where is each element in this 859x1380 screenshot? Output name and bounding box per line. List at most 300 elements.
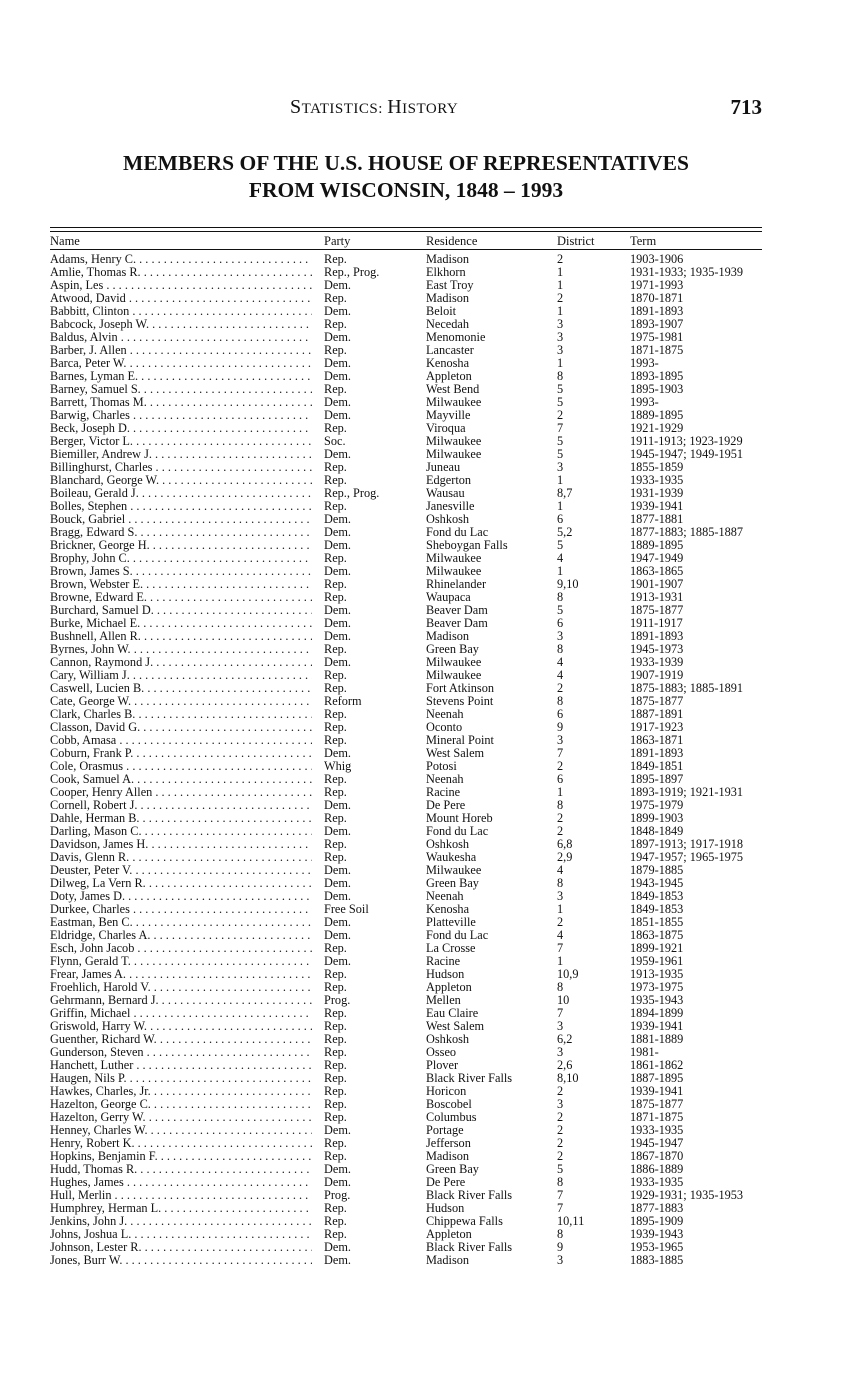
member-party: Dem. — [324, 954, 351, 968]
member-district: 7 — [557, 1006, 564, 1020]
member-term: 1877-1881 — [630, 512, 684, 526]
table-top-rule — [50, 227, 762, 232]
member-name: Cary, William J. . . . — [50, 669, 312, 682]
member-name: Beck, Joseph D. . . . — [50, 422, 312, 435]
member-party: Rep. — [324, 733, 347, 747]
member-name: Barnes, Lyman E. . . . — [50, 370, 312, 383]
member-residence: Neenah — [426, 772, 464, 786]
member-district: 3 — [557, 1045, 564, 1059]
table-header-rule — [50, 249, 762, 250]
member-party: Rep. — [324, 252, 347, 266]
member-name: Berger, Victor L. . . . — [50, 435, 312, 448]
member-residence: East Troy — [426, 278, 474, 292]
member-district: 2 — [557, 1123, 564, 1137]
member-district: 1 — [557, 954, 564, 968]
member-district: 2 — [557, 915, 564, 929]
member-term: 1911-1917 — [630, 616, 683, 630]
member-district: 6,2 — [557, 1032, 573, 1046]
member-district: 6 — [557, 772, 564, 786]
member-district: 8 — [557, 1227, 564, 1241]
member-term: 1943-1945 — [630, 876, 684, 890]
member-name: Hughes, James . . . — [50, 1176, 312, 1189]
member-district: 4 — [557, 863, 564, 877]
member-party: Rep. — [324, 1136, 347, 1150]
member-residence: Janesville — [426, 499, 475, 513]
member-name: Atwood, David . . . — [50, 292, 312, 305]
member-residence: Mineral Point — [426, 733, 494, 747]
member-residence: Eau Claire — [426, 1006, 479, 1020]
member-residence: Milwaukee — [426, 668, 482, 682]
member-district: 7 — [557, 1188, 564, 1202]
member-party: Rep. — [324, 668, 347, 682]
member-district: 1 — [557, 356, 564, 370]
member-party: Dem. — [324, 863, 351, 877]
member-party: Rep. — [324, 980, 347, 994]
member-term: 1870-1871 — [630, 291, 684, 305]
member-residence: Kenosha — [426, 902, 470, 916]
member-party: Dem. — [324, 538, 351, 552]
member-term: 1895-1903 — [630, 382, 684, 396]
member-party: Rep. — [324, 837, 347, 851]
member-district: 2 — [557, 759, 564, 773]
member-name: Barrett, Thomas M. . . . — [50, 396, 312, 409]
member-term: 1981- — [630, 1045, 659, 1059]
member-party: Rep. — [324, 291, 347, 305]
member-name: Hawkes, Charles, Jr. . . . — [50, 1085, 312, 1098]
member-residence: Boscobel — [426, 1097, 472, 1111]
member-term: 1899-1921 — [630, 941, 684, 955]
member-name: Clark, Charles B. . . . — [50, 708, 312, 721]
member-residence: Milwaukee — [426, 447, 482, 461]
member-term: 1879-1885 — [630, 863, 684, 877]
member-term: 1893-1907 — [630, 317, 684, 331]
member-name: Gehrmann, Bernard J. . . . — [50, 994, 312, 1007]
member-name: Bushnell, Allen R. . . . — [50, 630, 312, 643]
member-district: 2 — [557, 291, 564, 305]
member-term: 1959-1961 — [630, 954, 684, 968]
member-party: Dem. — [324, 395, 351, 409]
member-term: 1871-1875 — [630, 1110, 684, 1124]
member-name: Bouck, Gabriel . . . — [50, 513, 312, 526]
member-district: 5 — [557, 1162, 564, 1176]
member-term: 1851-1855 — [630, 915, 684, 929]
member-residence: Necedah — [426, 317, 470, 331]
member-name: Burchard, Samuel D. . . . — [50, 604, 312, 617]
member-residence: Milwaukee — [426, 551, 482, 565]
member-name: Brown, Webster E. . . . — [50, 578, 312, 591]
member-party: Dem. — [324, 369, 351, 383]
member-name: Dilweg, La Vern R. . . . — [50, 877, 312, 890]
member-name: Cate, George W. . . . — [50, 695, 312, 708]
member-term: 1887-1891 — [630, 707, 684, 721]
member-residence: Hudson — [426, 967, 465, 981]
member-district: 3 — [557, 1019, 564, 1033]
member-district: 7 — [557, 746, 564, 760]
member-residence: Sheboygan Falls — [426, 538, 508, 552]
member-residence: Horicon — [426, 1084, 467, 1098]
member-term: 1929-1931; 1935-1953 — [630, 1188, 744, 1202]
member-party: Dem. — [324, 824, 351, 838]
member-district: 1 — [557, 473, 564, 487]
member-term: 1894-1899 — [630, 1006, 684, 1020]
member-district: 6 — [557, 707, 564, 721]
member-district: 2 — [557, 824, 564, 838]
member-district: 10,11 — [557, 1214, 585, 1228]
member-party: Whig — [324, 759, 352, 773]
member-name: Aspin, Les . . . — [50, 279, 312, 292]
member-district: 2 — [557, 1136, 564, 1150]
member-residence: Black River Falls — [426, 1188, 513, 1202]
member-residence: Oshkosh — [426, 512, 470, 526]
member-name: Davidson, James H. . . . — [50, 838, 312, 851]
member-district: 10,9 — [557, 967, 579, 981]
page-title-line-2: FROM WISCONSIN, 1848 – 1993 — [248, 178, 564, 202]
member-district: 8 — [557, 876, 564, 890]
member-name: Deuster, Peter V. . . . — [50, 864, 312, 877]
member-residence: Mellen — [426, 993, 461, 1007]
member-term: 1947-1949 — [630, 551, 684, 565]
member-residence: Osseo — [426, 1045, 457, 1059]
member-residence: Fond du Lac — [426, 525, 489, 539]
member-party: Rep. — [324, 1058, 347, 1072]
member-district: 5 — [557, 382, 564, 396]
member-term: 1899-1903 — [630, 811, 684, 825]
member-name: Henney, Charles W. . . . — [50, 1124, 312, 1137]
member-district: 3 — [557, 343, 564, 357]
member-party: Dem. — [324, 304, 351, 318]
member-term: 1875-1883; 1885-1891 — [630, 681, 744, 695]
member-party: Rep. — [324, 577, 347, 591]
member-term: 1895-1909 — [630, 1214, 684, 1228]
page-number: 713 — [730, 95, 762, 119]
member-name: Hopkins, Benjamin F. . . . — [50, 1150, 312, 1163]
member-term: 1933-1935 — [630, 473, 684, 487]
member-residence: Beaver Dam — [426, 603, 488, 617]
member-district: 8 — [557, 694, 564, 708]
member-term: 1886-1889 — [630, 1162, 684, 1176]
running-head-rest-1: TATISTICS: — [301, 101, 388, 117]
member-name: Caswell, Lucien B. . . . — [50, 682, 312, 695]
member-district: 1 — [557, 265, 564, 279]
member-residence: Stevens Point — [426, 694, 494, 708]
member-party: Rep. — [324, 1006, 347, 1020]
member-name: Durkee, Charles . . . — [50, 903, 312, 916]
member-name: Cannon, Raymond J. . . . — [50, 656, 312, 669]
member-residence: Viroqua — [426, 421, 466, 435]
member-district: 2,6 — [557, 1058, 573, 1072]
member-term: 1931-1939 — [630, 486, 684, 500]
member-name: Babbitt, Clinton . . . — [50, 305, 312, 318]
member-party: Dem. — [324, 876, 351, 890]
member-name: Bolles, Stephen . . . — [50, 500, 312, 513]
member-name: Humphrey, Herman L. . . . — [50, 1202, 312, 1215]
member-name: Byrnes, John W. . . . — [50, 643, 312, 656]
member-term: 1863-1875 — [630, 928, 684, 942]
member-term: 1933-1935 — [630, 1123, 684, 1137]
member-party: Dem. — [324, 1240, 351, 1254]
member-residence: Black River Falls — [426, 1240, 513, 1254]
member-name: Billinghurst, Charles . . . — [50, 461, 312, 474]
member-term: 1945-1947 — [630, 1136, 684, 1150]
member-party: Rep. — [324, 811, 347, 825]
member-party: Rep. — [324, 642, 347, 656]
member-name: Adams, Henry C. . . . — [50, 253, 312, 266]
member-district: 5 — [557, 447, 564, 461]
member-district: 3 — [557, 629, 564, 643]
member-name: Blanchard, George W. . . . — [50, 474, 312, 487]
member-term: 1907-1919 — [630, 668, 684, 682]
member-party: Rep., Prog. — [324, 265, 380, 279]
member-term: 1945-1973 — [630, 642, 684, 656]
member-name: Griswold, Harry W. . . . — [50, 1020, 312, 1033]
member-party: Dem. — [324, 1162, 351, 1176]
member-term: 1887-1895 — [630, 1071, 684, 1085]
member-party: Rep. — [324, 460, 347, 474]
member-term: 1875-1877 — [630, 603, 684, 617]
member-term: 1891-1893 — [630, 746, 684, 760]
member-name: Guenther, Richard W. . . . — [50, 1033, 312, 1046]
member-party: Dem. — [324, 1253, 351, 1267]
member-residence: Madison — [426, 1253, 470, 1267]
member-residence: Appleton — [426, 980, 472, 994]
member-party: Rep. — [324, 421, 347, 435]
member-district: 9 — [557, 1240, 564, 1254]
member-name: Dahle, Herman B. . . . — [50, 812, 312, 825]
member-term: 1993- — [630, 356, 659, 370]
member-term: 1891-1893 — [630, 629, 684, 643]
member-residence: Fond du Lac — [426, 824, 489, 838]
member-term: 1939-1941 — [630, 1084, 684, 1098]
member-name: Barca, Peter W. . . . — [50, 357, 312, 370]
column-header-party: Party — [324, 234, 351, 248]
member-party: Prog. — [324, 1188, 351, 1202]
member-district: 3 — [557, 733, 564, 747]
member-district: 2,9 — [557, 850, 573, 864]
member-party: Rep. — [324, 785, 347, 799]
member-term: 1971-1993 — [630, 278, 684, 292]
member-name: Jones, Burr W. . . . — [50, 1254, 312, 1267]
member-name: Johns, Joshua L. . . . — [50, 1228, 312, 1241]
member-residence: Wausau — [426, 486, 465, 500]
member-district: 2 — [557, 811, 564, 825]
member-term: 1935-1943 — [630, 993, 684, 1007]
member-district: 2 — [557, 252, 564, 266]
member-residence: Menomonie — [426, 330, 486, 344]
member-party: Rep. — [324, 473, 347, 487]
member-name: Jenkins, John J. . . . — [50, 1215, 312, 1228]
member-party: Rep. — [324, 967, 347, 981]
member-residence: Juneau — [426, 460, 461, 474]
member-district: 1 — [557, 785, 564, 799]
member-party: Free Soil — [324, 902, 369, 916]
member-term: 1933-1935 — [630, 1175, 684, 1189]
member-district: 3 — [557, 317, 564, 331]
member-district: 8 — [557, 798, 564, 812]
member-residence: Beaver Dam — [426, 616, 488, 630]
column-header-residence: Residence — [426, 234, 478, 248]
member-name: Griffin, Michael . . . — [50, 1007, 312, 1020]
member-term: 1897-1913; 1917-1918 — [630, 837, 744, 851]
member-party: Dem. — [324, 1123, 351, 1137]
member-term: 1933-1939 — [630, 655, 684, 669]
member-residence: Racine — [426, 785, 461, 799]
member-district: 3 — [557, 1097, 564, 1111]
member-term: 1931-1933; 1935-1939 — [630, 265, 744, 279]
member-party: Dem. — [324, 889, 351, 903]
member-name: Froehlich, Harold V. . . . — [50, 981, 312, 994]
member-name: Doty, James D. . . . — [50, 890, 312, 903]
member-name: Brown, James S. . . . — [50, 565, 312, 578]
member-district: 6 — [557, 512, 564, 526]
running-head — [290, 96, 458, 119]
member-residence: Kenosha — [426, 356, 470, 370]
member-party: Rep. — [324, 1071, 347, 1085]
member-residence: Hudson — [426, 1201, 465, 1215]
member-term: 1953-1965 — [630, 1240, 684, 1254]
member-name: Haugen, Nils P. . . . — [50, 1072, 312, 1085]
member-district: 4 — [557, 551, 564, 565]
member-party: Rep. — [324, 850, 347, 864]
member-party: Rep. — [324, 551, 347, 565]
member-term: 1889-1895 — [630, 408, 684, 422]
member-district: 4 — [557, 655, 564, 669]
member-party: Rep. — [324, 1214, 347, 1228]
member-district: 5 — [557, 538, 564, 552]
member-party: Rep. — [324, 1019, 347, 1033]
member-name: Johnson, Lester R. . . . — [50, 1241, 312, 1254]
member-term: 1863-1865 — [630, 564, 684, 578]
member-term: 1871-1875 — [630, 343, 684, 357]
member-district: 2 — [557, 1110, 564, 1124]
member-district: 2 — [557, 1149, 564, 1163]
member-term: 1875-1877 — [630, 1097, 684, 1111]
member-party: Dem. — [324, 1175, 351, 1189]
member-term: 1911-1913; 1923-1929 — [630, 434, 743, 448]
member-name: Hazelton, George C. . . . — [50, 1098, 312, 1111]
member-name: Amlie, Thomas R. . . . — [50, 266, 312, 279]
member-residence: Madison — [426, 629, 470, 643]
member-name: Baldus, Alvin . . . — [50, 331, 312, 344]
running-head-initial-2: H — [387, 96, 403, 118]
member-name: Darling, Mason C. . . . — [50, 825, 312, 838]
member-residence: Waupaca — [426, 590, 471, 604]
member-term: 1867-1870 — [630, 1149, 684, 1163]
member-residence: Oshkosh — [426, 1032, 470, 1046]
member-name: Cooper, Henry Allen . . . — [50, 786, 312, 799]
member-district: 3 — [557, 889, 564, 903]
member-residence: Oshkosh — [426, 837, 470, 851]
member-district: 9 — [557, 720, 564, 734]
member-party: Dem. — [324, 915, 351, 929]
member-term: 1901-1907 — [630, 577, 684, 591]
member-district: 2 — [557, 681, 564, 695]
member-residence: West Salem — [426, 1019, 485, 1033]
member-term: 1849-1851 — [630, 759, 684, 773]
member-district: 1 — [557, 564, 564, 578]
member-party: Dem. — [324, 629, 351, 643]
page-title-line-1: MEMBERS OF THE U.S. HOUSE OF REPRESENTATIVES — [123, 151, 689, 175]
member-party: Dem. — [324, 408, 351, 422]
member-party: Dem. — [324, 512, 351, 526]
member-residence: Neenah — [426, 707, 464, 721]
member-party: Rep. — [324, 1032, 347, 1046]
member-residence: Milwaukee — [426, 564, 482, 578]
member-district: 4 — [557, 668, 564, 682]
member-district: 7 — [557, 421, 564, 435]
member-district: 1 — [557, 902, 564, 916]
member-term: 1855-1859 — [630, 460, 684, 474]
member-name: Barber, J. Allen . . . — [50, 344, 312, 357]
member-name: Eastman, Ben C. . . . — [50, 916, 312, 929]
member-residence: Madison — [426, 1149, 470, 1163]
column-header-term: Term — [630, 234, 657, 248]
member-term: 1917-1923 — [630, 720, 684, 734]
member-party: Dem. — [324, 603, 351, 617]
member-residence: Appleton — [426, 369, 472, 383]
member-residence: Elkhorn — [426, 265, 466, 279]
member-residence: Beloit — [426, 304, 457, 318]
member-residence: Columbus — [426, 1110, 477, 1124]
member-residence: Madison — [426, 291, 470, 305]
member-term: 1889-1895 — [630, 538, 684, 552]
member-name: Barwig, Charles . . . — [50, 409, 312, 422]
member-residence: Madison — [426, 252, 470, 266]
member-term: 1881-1889 — [630, 1032, 684, 1046]
column-header-name: Name — [50, 234, 80, 248]
member-residence: Jefferson — [426, 1136, 471, 1150]
member-term: 1921-1929 — [630, 421, 684, 435]
member-party: Rep. — [324, 707, 347, 721]
member-party: Rep. — [324, 772, 347, 786]
member-district: 8,10 — [557, 1071, 579, 1085]
member-district: 5 — [557, 395, 564, 409]
member-residence: Mount Horeb — [426, 811, 493, 825]
member-residence: Lancaster — [426, 343, 474, 357]
member-residence: Green Bay — [426, 876, 479, 890]
member-term: 1891-1893 — [630, 304, 684, 318]
member-party: Rep. — [324, 1097, 347, 1111]
member-term: 1863-1871 — [630, 733, 684, 747]
member-district: 9,10 — [557, 577, 579, 591]
member-residence: Milwaukee — [426, 395, 482, 409]
member-term: 1849-1853 — [630, 902, 684, 916]
member-term: 1877-1883 — [630, 1201, 684, 1215]
member-term: 1849-1853 — [630, 889, 684, 903]
member-party: Rep. — [324, 1045, 347, 1059]
member-district: 1 — [557, 278, 564, 292]
member-residence: Fort Atkinson — [426, 681, 494, 695]
member-party: Rep. — [324, 1201, 347, 1215]
member-term: 1939-1943 — [630, 1227, 684, 1241]
members-table-body — [50, 253, 762, 1267]
member-district: 5,2 — [557, 525, 573, 539]
member-name: Browne, Edward E. . . . — [50, 591, 312, 604]
member-residence: Plover — [426, 1058, 459, 1072]
member-party: Dem. — [324, 525, 351, 539]
member-party: Rep. — [324, 1110, 347, 1124]
member-residence: Edgerton — [426, 473, 472, 487]
member-name: Burke, Michael E. . . . — [50, 617, 312, 630]
member-name: Hazelton, Gerry W. . . . — [50, 1111, 312, 1124]
member-name: Cole, Orasmus . . . — [50, 760, 312, 773]
member-district: 8 — [557, 642, 564, 656]
member-residence: Chippewa Falls — [426, 1214, 503, 1228]
member-party: Rep. — [324, 317, 347, 331]
member-party: Rep. — [324, 1227, 347, 1241]
member-party: Prog. — [324, 993, 351, 1007]
member-party: Rep. — [324, 382, 347, 396]
member-name: Barney, Samuel S. . . . — [50, 383, 312, 396]
